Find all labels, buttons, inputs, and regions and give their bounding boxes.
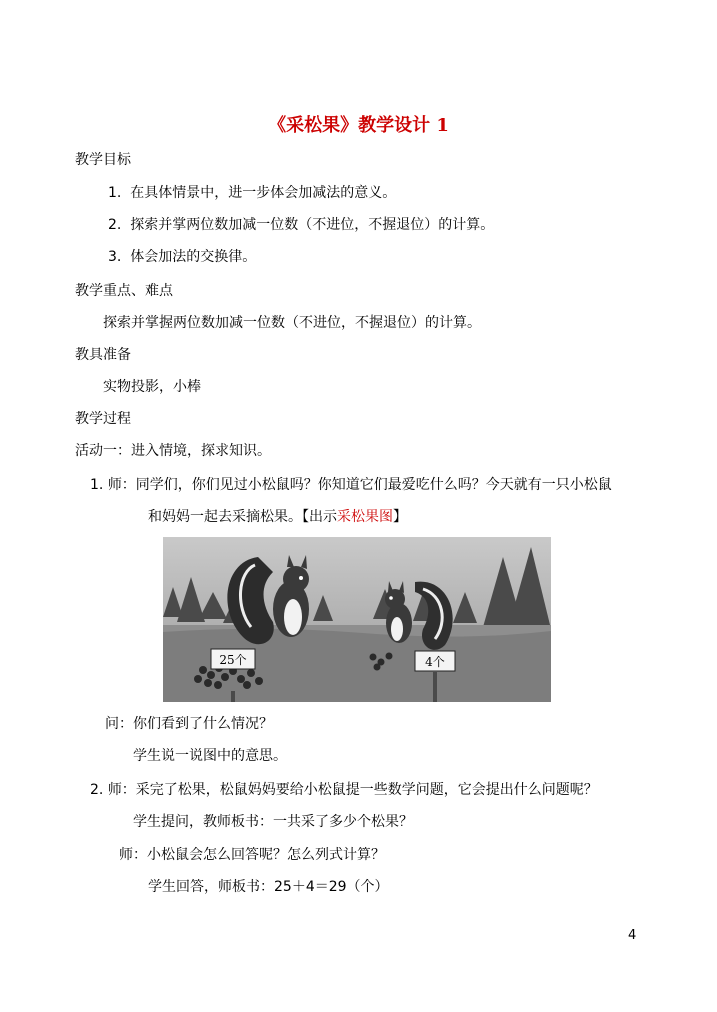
page-number: 4	[628, 928, 637, 943]
tools-heading: 教具准备	[75, 347, 131, 363]
question-1: 问：你们看到了什么情况？	[105, 716, 273, 732]
step-1-text: 师：同学们，你们见过小松鼠吗？你知道它们最爱吃什么吗？今天就有一只小松鼠	[107, 477, 612, 493]
step-2-text: 师：采完了松果，松鼠妈妈要给小松鼠提一些数学问题，它会提出什么问题呢？	[107, 782, 598, 798]
step-2-num: 2.	[90, 782, 104, 798]
goal-3-text: 体会加法的交换律。	[130, 249, 257, 265]
step-1-line-2-prefix: 和妈妈一起去采摘松果。【出示	[148, 509, 337, 525]
sign-right-label: 4个	[425, 655, 445, 669]
step-2-teacher-question: 师：小松鼠会怎么回答呢？怎么列式计算？	[119, 847, 385, 863]
step-2-student-question: 学生提问，教师板书：一共采了多少个松果？	[133, 814, 413, 830]
goal-2	[108, 216, 494, 234]
image-link[interactable]: 采松果图	[337, 509, 393, 525]
step-1-num: 1.	[90, 477, 104, 493]
tools-text: 实物投影，小棒	[103, 379, 201, 395]
activity-1: 活动一：进入情境，探求知识。	[75, 443, 271, 459]
goal-3-num: 3.	[108, 249, 122, 265]
goals-heading: 教学目标	[75, 152, 131, 168]
step-1-line-2	[148, 508, 407, 526]
process-heading: 教学过程	[75, 411, 131, 427]
step-1-line-2-suffix: 】	[393, 509, 407, 525]
sign-left-label: 25个	[219, 653, 247, 667]
goal-1	[108, 184, 396, 202]
goal-1-text: 在具体情景中，进一步体会加减法的意义。	[130, 185, 397, 201]
step-1-line-1	[90, 476, 612, 494]
key-text: 探索并掌握两位数加减一位数（不进位，不握退位）的计算。	[103, 315, 481, 331]
goal-1-num: 1.	[108, 185, 122, 201]
step-2	[90, 781, 598, 799]
doc-title: 《采松果》教学设计 1	[268, 115, 449, 136]
goal-2-num: 2.	[108, 217, 122, 233]
step-2-answer: 学生回答，师板书：25＋4＝29（个）	[148, 879, 389, 895]
key-heading: 教学重点、难点	[75, 283, 173, 299]
goal-2-text: 探索并掌两位数加减一位数（不进位，不握退位）的计算。	[130, 217, 495, 233]
squirrel-illustration	[163, 537, 551, 702]
goal-3	[108, 248, 256, 266]
answer-1: 学生说一说图中的意思。	[133, 748, 287, 764]
